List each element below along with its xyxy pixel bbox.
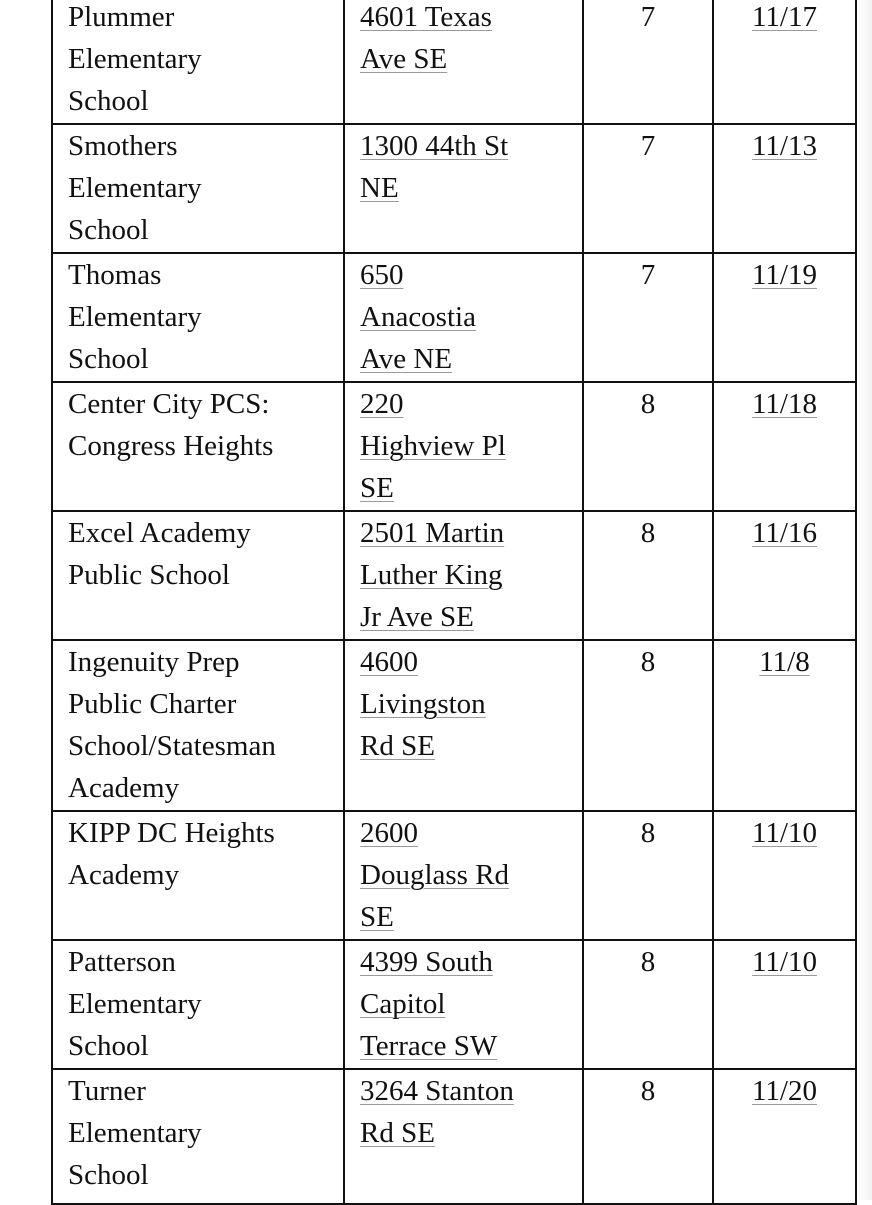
address-cell	[344, 382, 583, 511]
date-cell	[713, 382, 856, 511]
address-link[interactable]: 4399 South Capitol Terrace SW	[360, 946, 498, 1062]
address-link[interactable]: 4601 Texas Ave SE	[360, 1, 492, 75]
address-link[interactable]: 2501 Martin Luther King Jr Ave SE	[360, 517, 505, 633]
table-row	[52, 0, 856, 124]
date-cell	[713, 811, 856, 940]
school-name-cell	[52, 382, 344, 511]
school-name: Ingenuity Prep Public Charter School/Statesman Academy	[68, 646, 276, 804]
ward-cell	[583, 940, 713, 1069]
ward-number: 8	[640, 817, 656, 849]
ward-cell	[583, 511, 713, 640]
school-name-cell	[52, 640, 344, 811]
date-cell	[713, 0, 856, 124]
school-name: Thomas Elementary School	[68, 259, 202, 375]
ward-cell	[583, 640, 713, 811]
school-name-cell	[52, 511, 344, 640]
address-cell	[344, 1069, 583, 1204]
ward-number: 8	[640, 946, 656, 978]
school-name: Patterson Elementary School	[68, 946, 202, 1062]
date-link[interactable]: 11/13	[752, 130, 817, 162]
school-name-cell	[52, 811, 344, 940]
table-row	[52, 511, 856, 640]
school-name: Center City PCS: Congress Heights	[68, 388, 274, 462]
address-link[interactable]: 650 Anacostia Ave NE	[360, 259, 476, 375]
date-link[interactable]: 11/10	[752, 817, 817, 849]
school-name-cell	[52, 124, 344, 253]
address-link[interactable]: 2600 Douglass Rd SE	[360, 817, 510, 933]
school-name-cell	[52, 940, 344, 1069]
address-link[interactable]: 220 Highview Pl SE	[360, 388, 506, 504]
address-cell	[344, 640, 583, 811]
address-cell	[344, 253, 583, 382]
ward-number: 8	[640, 517, 656, 549]
date-link[interactable]: 11/10	[752, 946, 817, 978]
address-cell	[344, 811, 583, 940]
address-link[interactable]: 3264 Stanton Rd SE	[360, 1075, 514, 1149]
date-link[interactable]: 11/16	[752, 517, 817, 549]
page-edge-shadow	[858, 0, 872, 1200]
date-link[interactable]: 11/20	[752, 1075, 817, 1107]
date-link[interactable]: 11/18	[752, 388, 817, 420]
date-cell	[713, 124, 856, 253]
ward-cell	[583, 811, 713, 940]
date-cell	[713, 511, 856, 640]
school-name: Excel Academy Public School	[68, 517, 251, 591]
date-cell	[713, 940, 856, 1069]
ward-cell	[583, 1069, 713, 1204]
ward-cell	[583, 253, 713, 382]
date-link[interactable]: 11/19	[752, 259, 817, 291]
table-row	[52, 811, 856, 940]
ward-number: 8	[640, 1075, 656, 1107]
table-row	[52, 940, 856, 1069]
date-link[interactable]: 11/8	[759, 646, 810, 678]
ward-number: 7	[640, 130, 656, 162]
school-name: Plummer Elementary School	[68, 1, 202, 117]
date-cell	[713, 253, 856, 382]
ward-cell	[583, 0, 713, 124]
date-link[interactable]: 11/17	[752, 1, 817, 33]
school-name-cell	[52, 1069, 344, 1204]
address-link[interactable]: 4600 Livingston Rd SE	[360, 646, 486, 762]
school-schedule-table	[51, 0, 857, 1205]
school-name: KIPP DC Heights Academy	[68, 817, 275, 891]
address-cell	[344, 124, 583, 253]
address-cell	[344, 940, 583, 1069]
table-row	[52, 382, 856, 511]
ward-number: 8	[640, 646, 656, 678]
school-name: Smothers Elementary School	[68, 130, 202, 246]
table-row	[52, 253, 856, 382]
table-row	[52, 124, 856, 253]
date-cell	[713, 1069, 856, 1204]
school-name: Turner Elementary School	[68, 1075, 202, 1191]
ward-cell	[583, 382, 713, 511]
school-name-cell	[52, 253, 344, 382]
ward-number: 7	[640, 259, 656, 291]
school-name-cell	[52, 0, 344, 124]
ward-number: 8	[640, 388, 656, 420]
table-row	[52, 1069, 856, 1204]
address-cell	[344, 0, 583, 124]
table-row	[52, 640, 856, 811]
ward-number: 7	[640, 1, 656, 33]
address-cell	[344, 511, 583, 640]
date-cell	[713, 640, 856, 811]
ward-cell	[583, 124, 713, 253]
address-link[interactable]: 1300 44th St NE	[360, 130, 509, 204]
